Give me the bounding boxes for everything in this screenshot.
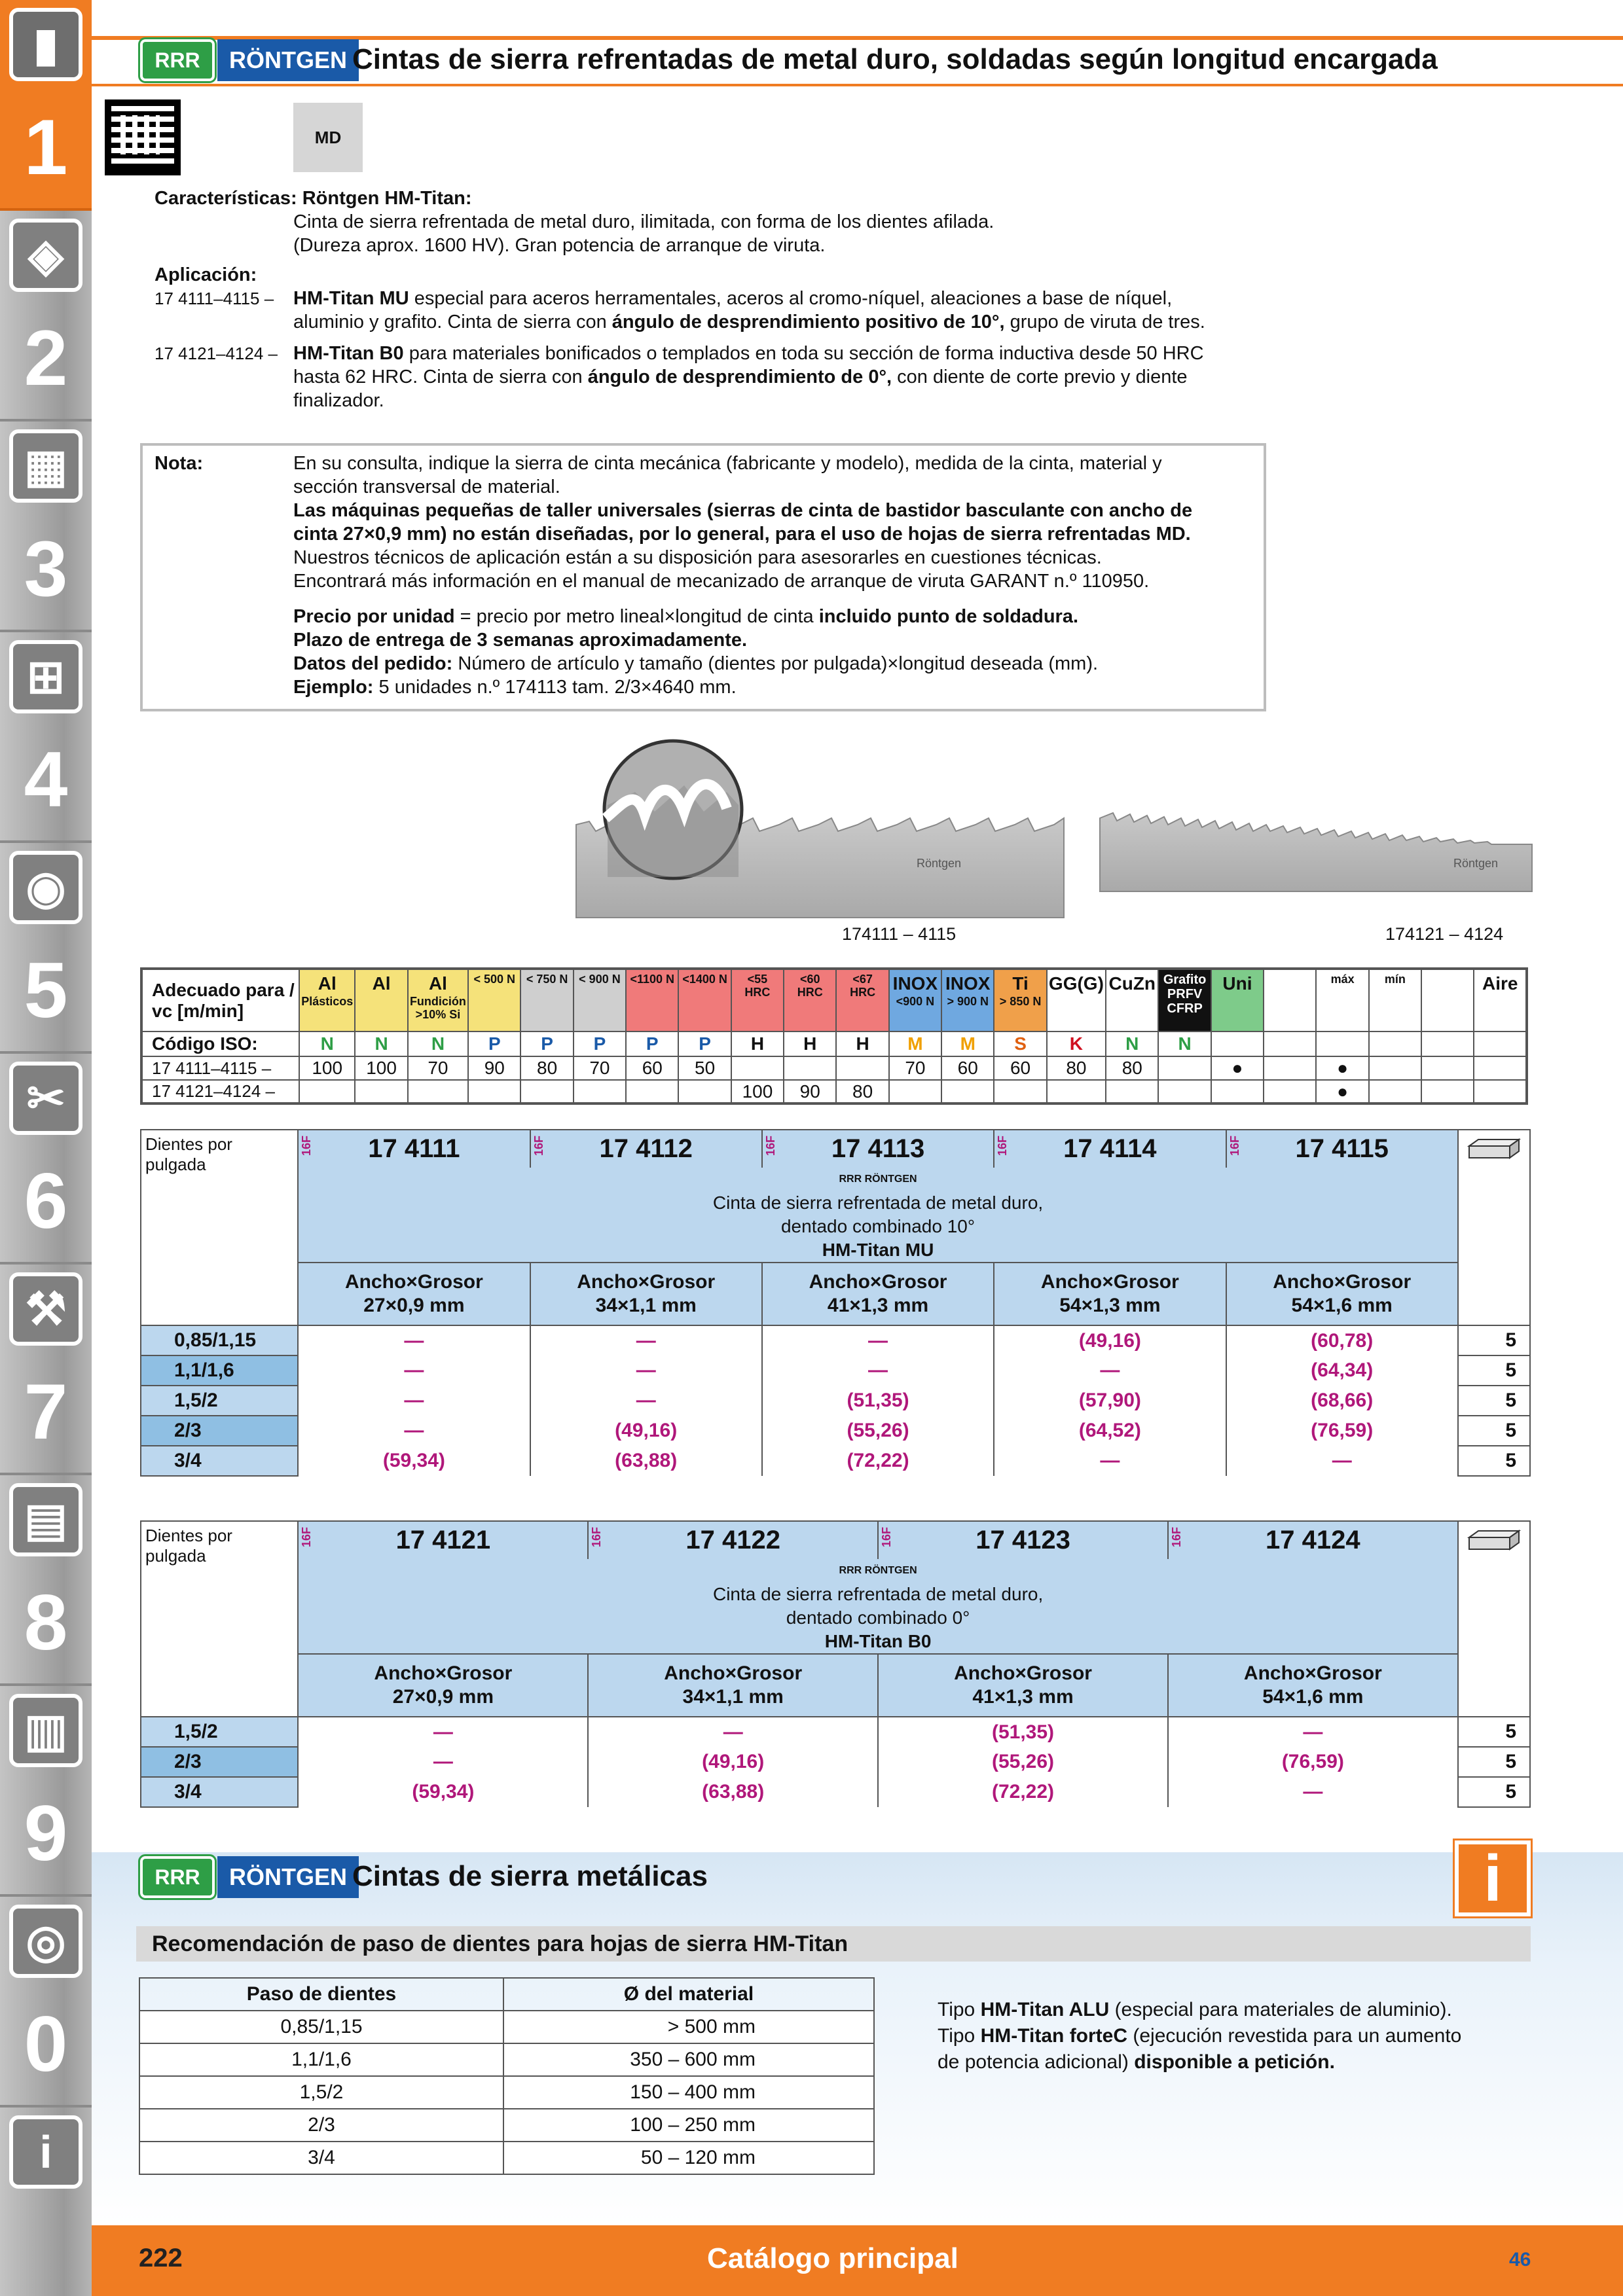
chapter-icon: ▥ xyxy=(9,1694,82,1767)
16f-badge-icon: 16F xyxy=(763,1136,777,1157)
blade-b0-icon xyxy=(1100,813,1532,891)
caracteristicas-line: (Dureza aprox. 1600 HV). Gran potencia de arranque de viruta. xyxy=(293,235,826,256)
pack-qty: 5 xyxy=(1458,1416,1530,1446)
size-header: Ancho×Grosor 54×1,6 mm xyxy=(1226,1263,1458,1325)
iso-code: M xyxy=(889,1031,941,1056)
price-cell[interactable]: (55,26) xyxy=(762,1416,994,1446)
chapter-icon: ▮ xyxy=(9,8,82,81)
vc-value: 100 xyxy=(299,1056,355,1080)
rr-logo-icon: RRR xyxy=(140,1856,215,1898)
material-column-19: máx xyxy=(1316,969,1368,1031)
tpi-value: 3/4 xyxy=(141,1446,298,1476)
16f-badge-icon: 16F xyxy=(590,1527,604,1548)
vc-value xyxy=(836,1056,888,1080)
material-column-15: CuZn xyxy=(1106,969,1158,1031)
price-cell[interactable]: — xyxy=(298,1386,530,1416)
variant-note: de potencia adicional) disponible a petición. xyxy=(938,2051,1335,2073)
vc-value xyxy=(574,1080,626,1103)
vc-value: ● xyxy=(1316,1056,1368,1080)
section-title: Cintas de sierra metálicas xyxy=(352,1860,708,1892)
aplicacion-label: Aplicación: xyxy=(155,264,257,285)
pitch-header: Paso de dientes xyxy=(139,1978,503,2011)
pitch-value: 1,1/1,6 xyxy=(139,2043,503,2076)
caracteristicas-label: Características: Röntgen HM-Titan: xyxy=(155,188,472,209)
blade-caption-b0: 174121 – 4124 xyxy=(1385,924,1504,944)
vc-value xyxy=(678,1080,731,1103)
diameter-header: Ø del material xyxy=(503,1978,874,2011)
material-column-14: GG(G) xyxy=(1047,969,1106,1031)
price-cell[interactable]: (57,90) xyxy=(994,1386,1226,1416)
header-rule-bottom xyxy=(92,84,1623,86)
chapter-number: 6 xyxy=(24,1157,68,1245)
material-column-5: < 900 N xyxy=(574,969,626,1031)
tpi-value: 1,5/2 xyxy=(141,1386,298,1416)
vc-value xyxy=(355,1080,407,1103)
article-code: 16F 17 4112 xyxy=(530,1130,762,1168)
vc-value xyxy=(299,1080,355,1103)
pitch-value: 3/4 xyxy=(139,2142,503,2174)
iso-code: S xyxy=(994,1031,1046,1056)
chapter-number: 4 xyxy=(24,736,68,823)
aplicacion-text: finalizador. xyxy=(293,390,384,411)
article-code: 16F 17 4122 xyxy=(588,1521,878,1559)
chapter-number: 0 xyxy=(24,2000,68,2088)
vc-value xyxy=(1474,1080,1527,1103)
hm-titan-b0-table xyxy=(140,1520,1531,1808)
vc-header: Adecuado para / vc [m/min] xyxy=(141,969,299,1031)
size-header: Ancho×Grosor 27×0,9 mm xyxy=(298,1654,588,1717)
brand-label: RÖNTGEN xyxy=(217,39,359,81)
price-cell[interactable]: — xyxy=(1226,1446,1458,1476)
price-cell[interactable]: (68,66) xyxy=(1226,1386,1458,1416)
vc-value xyxy=(1264,1056,1316,1080)
size-header: Ancho×Grosor 41×1,3 mm xyxy=(878,1654,1168,1717)
price-cell[interactable]: — xyxy=(298,1747,588,1777)
material-column-16: Grafito PRFV CFRP xyxy=(1158,969,1211,1031)
article-code: 16F 17 4124 xyxy=(1168,1521,1458,1559)
vc-value: 60 xyxy=(941,1056,994,1080)
pack-qty: 5 xyxy=(1458,1355,1530,1386)
iso-code: H xyxy=(784,1031,836,1056)
price-cell[interactable]: (72,22) xyxy=(878,1777,1168,1807)
footer-right-number: 46 xyxy=(1509,2249,1531,2270)
vc-value xyxy=(468,1080,520,1103)
price-cell[interactable]: — xyxy=(298,1325,530,1355)
iso-code: H xyxy=(836,1031,888,1056)
vc-value xyxy=(1158,1056,1211,1080)
article-code: 16F 17 4111 xyxy=(298,1130,530,1168)
blade-caption-mu: 174111 – 4115 xyxy=(842,924,957,944)
chapter-icon: ◎ xyxy=(9,1905,82,1978)
saw-blade-images xyxy=(570,726,1539,923)
iso-code xyxy=(1369,1031,1421,1056)
vc-value xyxy=(1264,1080,1316,1103)
vc-value xyxy=(408,1080,468,1103)
rr-logo-icon: RRR RÖNTGEN xyxy=(839,1565,917,1576)
iso-label: Código ISO: xyxy=(141,1031,299,1056)
price-cell[interactable]: (60,78) xyxy=(1226,1325,1458,1355)
tpi-value: 1,1/1,6 xyxy=(141,1355,298,1386)
price-cell[interactable]: (76,59) xyxy=(1226,1416,1458,1446)
price-cell[interactable]: — xyxy=(994,1446,1226,1476)
price-cell[interactable]: (59,34) xyxy=(298,1777,588,1807)
sidebar-chapter-6[interactable] xyxy=(0,1054,92,1265)
vc-value: ● xyxy=(1316,1080,1368,1103)
article-code: 16F 17 4113 xyxy=(762,1130,994,1168)
vc-value xyxy=(941,1080,994,1103)
iso-code: H xyxy=(731,1031,784,1056)
price-cell[interactable]: (49,16) xyxy=(994,1325,1226,1355)
size-header: Ancho×Grosor 34×1,1 mm xyxy=(588,1654,878,1717)
vc-value xyxy=(1211,1080,1264,1103)
sidebar-chapter-0[interactable] xyxy=(0,1897,92,2108)
rr-logo-icon: RRR xyxy=(140,39,215,81)
size-header: Ancho×Grosor 27×0,9 mm xyxy=(298,1263,530,1325)
vc-value xyxy=(1474,1056,1527,1080)
vc-value xyxy=(1369,1056,1421,1080)
vc-value: 50 xyxy=(678,1056,731,1080)
pitch-value: 0,85/1,15 xyxy=(139,2011,503,2043)
material-column-18 xyxy=(1264,969,1316,1031)
pack-qty: 5 xyxy=(1458,1747,1530,1777)
material-column-2: Al Fundición >10% Si xyxy=(408,969,468,1031)
pitch-recommendation-table xyxy=(139,1977,875,2175)
diameter-value: 350 – 600 mm xyxy=(503,2043,874,2076)
material-column-21 xyxy=(1421,969,1474,1031)
material-column-4: < 750 N xyxy=(520,969,573,1031)
iso-code: P xyxy=(626,1031,678,1056)
sidebar-chapter-i[interactable] xyxy=(0,2108,92,2296)
sidebar-chapter-8[interactable] xyxy=(0,1475,92,1686)
aplicacion-codes: 17 4121–4124 – xyxy=(155,344,278,363)
iso-code: N xyxy=(408,1031,468,1056)
vc-value xyxy=(731,1056,784,1080)
16f-badge-icon: 16F xyxy=(1169,1527,1183,1548)
price-cell[interactable]: (49,16) xyxy=(530,1416,762,1446)
pack-qty: 5 xyxy=(1458,1717,1530,1747)
sidebar-chapter-4[interactable] xyxy=(0,632,92,843)
article-code: 16F 17 4121 xyxy=(298,1521,588,1559)
chapter-icon: ▤ xyxy=(9,1483,82,1556)
tpi-value: 0,85/1,15 xyxy=(141,1325,298,1355)
vc-value: 100 xyxy=(731,1080,784,1103)
price-cell[interactable]: — xyxy=(588,1717,878,1747)
vc-value: 80 xyxy=(520,1056,573,1080)
price-cell[interactable]: — xyxy=(530,1386,762,1416)
size-header: Ancho×Grosor 54×1,3 mm xyxy=(994,1263,1226,1325)
tpi-header: Dientes por pulgada xyxy=(141,1130,298,1325)
diameter-value: 50 – 120 mm xyxy=(503,2142,874,2174)
tpi-header: Dientes por pulgada xyxy=(141,1521,298,1717)
diameter-value: 100 – 250 mm xyxy=(503,2109,874,2142)
pack-qty: 5 xyxy=(1458,1386,1530,1416)
chapter-number: 5 xyxy=(24,946,68,1034)
nota-line: Nuestros técnicos de aplicación están a su disposición para asesorarles en cuestiones técnicas. xyxy=(293,547,1102,568)
chapter-icon: ▦ xyxy=(9,429,82,503)
vc-value xyxy=(784,1056,836,1080)
chapter-icon: ◈ xyxy=(9,219,82,292)
tpi-value: 2/3 xyxy=(141,1416,298,1446)
16f-badge-icon: 16F xyxy=(996,1136,1010,1157)
recommendation-heading: Recomendación de paso de dientes para hojas de sierra HM-Titan xyxy=(136,1926,1531,1962)
material-column-6: <1100 N xyxy=(626,969,678,1031)
vc-value xyxy=(626,1080,678,1103)
diameter-value: > 500 mm xyxy=(503,2011,874,2043)
price-cell[interactable]: (49,16) xyxy=(588,1747,878,1777)
vc-value xyxy=(1106,1080,1158,1103)
pack-qty: 5 xyxy=(1458,1325,1530,1355)
vc-value xyxy=(1158,1080,1211,1103)
iso-code xyxy=(1421,1031,1474,1056)
vc-value xyxy=(889,1080,941,1103)
article-code: 16F 17 4114 xyxy=(994,1130,1226,1168)
nota-label: Nota: xyxy=(155,453,204,474)
price-cell[interactable]: (51,35) xyxy=(878,1717,1168,1747)
chapter-number: 9 xyxy=(24,1789,68,1877)
chapter-icon: ✂ xyxy=(9,1062,82,1135)
iso-code: N xyxy=(299,1031,355,1056)
iso-code xyxy=(1474,1031,1527,1056)
vc-value: 80 xyxy=(1106,1056,1158,1080)
qr-code-icon[interactable] xyxy=(105,99,181,175)
aplicacion-text: HM-Titan MU especial para aceros herramentales, aceros al cromo-níquel, aleaciones a base de níquel, xyxy=(293,288,1173,309)
16f-badge-icon: 16F xyxy=(300,1527,314,1548)
product-description: RRR RÖNTGEN Cinta de sierra refrentada de metal duro, dentado combinado 0° HM-Titan B0 xyxy=(298,1559,1457,1654)
chapter-number: 8 xyxy=(24,1579,68,1666)
16f-badge-icon: 16F xyxy=(532,1136,545,1157)
vc-value: 100 xyxy=(355,1056,407,1080)
iso-code: P xyxy=(574,1031,626,1056)
nota-line: cinta 27×0,9 mm) no están diseñadas, por lo general, para el uso de hojas de sierra refrentadas MD. xyxy=(293,524,1191,545)
material-column-9: <60 HRC xyxy=(784,969,836,1031)
material-column-10: <67 HRC xyxy=(836,969,888,1031)
material-suitability-table xyxy=(140,967,1528,1105)
price-cell[interactable]: (64,52) xyxy=(994,1416,1226,1446)
sidebar-chapter-5[interactable] xyxy=(0,843,92,1054)
nota-line: Ejemplo: 5 unidades n.º 174113 tam. 2/3×4640 mm. xyxy=(293,677,737,698)
chapter-icon: ⚒ xyxy=(9,1272,82,1346)
rontgen-logo xyxy=(140,1856,359,1898)
material-column-8: <55 HRC xyxy=(731,969,784,1031)
material-column-1: Al xyxy=(355,969,407,1031)
tpi-value: 2/3 xyxy=(141,1747,298,1777)
vc-value xyxy=(1369,1080,1421,1103)
hm-titan-mu-table xyxy=(140,1129,1531,1477)
nota-line: Las máquinas pequeñas de taller universales (sierras de cinta de bastidor basculante con ancho de xyxy=(293,500,1193,521)
page-number: 222 xyxy=(139,2244,183,2272)
nota-line: En su consulta, indique la sierra de cinta mecánica (fabricante y modelo), medida de la cinta, material y xyxy=(293,453,1162,474)
nota-line: Plazo de entrega de 3 semanas aproximadamente. xyxy=(293,630,748,651)
material-column-7: <1400 N xyxy=(678,969,731,1031)
material-row-label: 17 4111–4115 – xyxy=(141,1056,299,1080)
size-header: Ancho×Grosor 34×1,1 mm xyxy=(530,1263,762,1325)
footer-bar xyxy=(92,2225,1623,2296)
16f-badge-icon: 16F xyxy=(880,1527,894,1548)
price-cell[interactable]: (55,26) xyxy=(878,1747,1168,1777)
pitch-value: 2/3 xyxy=(139,2109,503,2142)
chapter-icon: ◉ xyxy=(9,851,82,924)
pitch-value: 1,5/2 xyxy=(139,2076,503,2109)
price-cell[interactable]: — xyxy=(762,1355,994,1386)
vc-value xyxy=(1421,1080,1474,1103)
aplicacion-text: aluminio y grafito. Cinta de sierra con ángulo de desprendimiento positivo de 10°, grupo de viruta de tres. xyxy=(293,312,1205,332)
sidebar-chapter-3[interactable] xyxy=(0,422,92,632)
nota-line: sección transversal de material. xyxy=(293,476,560,497)
tpi-value: 3/4 xyxy=(141,1777,298,1807)
price-cell[interactable]: (76,59) xyxy=(1168,1747,1458,1777)
sidebar-chapter-7[interactable] xyxy=(0,1265,92,1475)
material-column-17: Uni xyxy=(1211,969,1264,1031)
footer-title: Catálogo principal xyxy=(707,2242,958,2274)
nota-line: Encontrará más información en el manual de mecanizado de arranque de viruta GARANT n.º 110950. xyxy=(293,571,1150,592)
price-cell[interactable]: — xyxy=(1168,1777,1458,1807)
material-column-20: mín xyxy=(1369,969,1421,1031)
price-cell[interactable]: (63,88) xyxy=(588,1777,878,1807)
price-cell[interactable]: (63,88) xyxy=(530,1446,762,1476)
article-code: 16F 17 4123 xyxy=(878,1521,1168,1559)
chapter-number: 1 xyxy=(24,103,68,191)
aplicacion-text: HM-Titan B0 para materiales bonificados o templados en toda su sección de forma inductiva desde 50 HRC xyxy=(293,343,1204,364)
material-column-11: INOX <900 N xyxy=(889,969,941,1031)
size-header: Ancho×Grosor 54×1,6 mm xyxy=(1168,1654,1458,1717)
price-cell[interactable]: (64,34) xyxy=(1226,1355,1458,1386)
blade-mark: Röntgen xyxy=(1453,857,1499,870)
variant-note: Tipo HM-Titan forteC (ejecución revestida para un aumento xyxy=(938,2025,1462,2047)
price-cell[interactable]: — xyxy=(530,1325,762,1355)
aplicacion-text: hasta 62 HRC. Cinta de sierra con ángulo de desprendimiento de 0°, con diente de corte previo y diente xyxy=(293,367,1188,387)
blade-mark: Röntgen xyxy=(917,857,962,870)
material-column-22: Aire xyxy=(1474,969,1527,1031)
vc-value: 70 xyxy=(574,1056,626,1080)
vc-value: ● xyxy=(1211,1056,1264,1080)
vc-value: 60 xyxy=(994,1056,1046,1080)
pack-qty: 5 xyxy=(1458,1777,1530,1807)
page-title: Cintas de sierra refrentadas de metal duro, soldadas según longitud encargada xyxy=(352,43,1438,75)
caracteristicas-line: Cinta de sierra refrentada de metal duro, ilimitada, con forma de los dientes afilada. xyxy=(293,211,994,232)
iso-code: N xyxy=(1158,1031,1211,1056)
box-icon xyxy=(1458,1521,1530,1717)
aplicacion-codes: 17 4111–4115 – xyxy=(155,289,274,308)
iso-code: N xyxy=(355,1031,407,1056)
price-cell[interactable]: — xyxy=(298,1355,530,1386)
16f-badge-icon: 16F xyxy=(1228,1136,1241,1157)
material-column-13: Ti > 850 N xyxy=(994,969,1046,1031)
price-cell[interactable]: (72,22) xyxy=(762,1446,994,1476)
iso-code: P xyxy=(678,1031,731,1056)
md-badge: MD xyxy=(293,103,363,172)
material-column-12: INOX > 900 N xyxy=(941,969,994,1031)
vc-value: 80 xyxy=(1047,1056,1106,1080)
article-code: 16F 17 4115 xyxy=(1226,1130,1458,1168)
vc-value: 70 xyxy=(889,1056,941,1080)
iso-code: M xyxy=(941,1031,994,1056)
price-cell[interactable]: (51,35) xyxy=(762,1386,994,1416)
iso-code xyxy=(1264,1031,1316,1056)
material-column-3: < 500 N xyxy=(468,969,520,1031)
chapter-sidebar xyxy=(0,0,92,2296)
diameter-value: 150 – 400 mm xyxy=(503,2076,874,2109)
vc-value xyxy=(520,1080,573,1103)
brand-label: RÖNTGEN xyxy=(217,1856,359,1898)
vc-value xyxy=(1421,1056,1474,1080)
chapter-number: 3 xyxy=(24,525,68,613)
vc-value xyxy=(994,1080,1046,1103)
vc-value: 80 xyxy=(836,1080,888,1103)
price-cell[interactable]: — xyxy=(994,1355,1226,1386)
price-cell[interactable]: — xyxy=(298,1717,588,1747)
chapter-icon: i xyxy=(9,2115,82,2189)
iso-code: K xyxy=(1047,1031,1106,1056)
vc-value: 60 xyxy=(626,1056,678,1080)
sidebar-chapter-9[interactable] xyxy=(0,1686,92,1897)
info-icon[interactable]: i xyxy=(1455,1840,1531,1916)
nota-line: Precio por unidad = precio por metro lineal×longitud de cinta incluido punto de soldadura. xyxy=(293,606,1079,627)
nota-line: Datos del pedido: Número de artículo y tamaño (dientes por pulgada)×longitud deseada (mm). xyxy=(293,653,1099,674)
vc-value xyxy=(1047,1080,1106,1103)
size-header: Ancho×Grosor 41×1,3 mm xyxy=(762,1263,994,1325)
material-row-label: 17 4121–4124 – xyxy=(141,1080,299,1103)
vc-value: 90 xyxy=(784,1080,836,1103)
price-cell[interactable]: — xyxy=(530,1355,762,1386)
chapter-icon: ⊞ xyxy=(9,640,82,713)
iso-code: P xyxy=(468,1031,520,1056)
product-description: RRR RÖNTGEN Cinta de sierra refrentada de metal duro, dentado combinado 10° HM-Titan MU xyxy=(298,1168,1458,1263)
rontgen-logo xyxy=(140,39,359,81)
chapter-number: 7 xyxy=(24,1368,68,1456)
16f-badge-icon: 16F xyxy=(300,1136,314,1157)
iso-code xyxy=(1316,1031,1368,1056)
variant-note: Tipo HM-Titan ALU (especial para materiales de aluminio). xyxy=(938,1999,1452,2020)
sidebar-chapter-2[interactable] xyxy=(0,211,92,422)
vc-value: 70 xyxy=(408,1056,468,1080)
iso-code: P xyxy=(520,1031,573,1056)
tpi-value: 1,5/2 xyxy=(141,1717,298,1747)
price-cell[interactable]: — xyxy=(762,1325,994,1355)
rr-logo-icon: RRR RÖNTGEN xyxy=(839,1174,917,1185)
sidebar-chapter-1[interactable] xyxy=(0,0,92,211)
vc-value: 90 xyxy=(468,1056,520,1080)
price-cell[interactable]: — xyxy=(298,1416,530,1446)
chapter-number: 2 xyxy=(24,314,68,402)
price-cell[interactable]: (59,34) xyxy=(298,1446,530,1476)
material-column-0: Al Plásticos xyxy=(299,969,355,1031)
iso-code: N xyxy=(1106,1031,1158,1056)
pack-qty: 5 xyxy=(1458,1446,1530,1476)
price-cell[interactable]: — xyxy=(1168,1717,1458,1747)
iso-code xyxy=(1211,1031,1264,1056)
box-icon xyxy=(1458,1130,1530,1325)
